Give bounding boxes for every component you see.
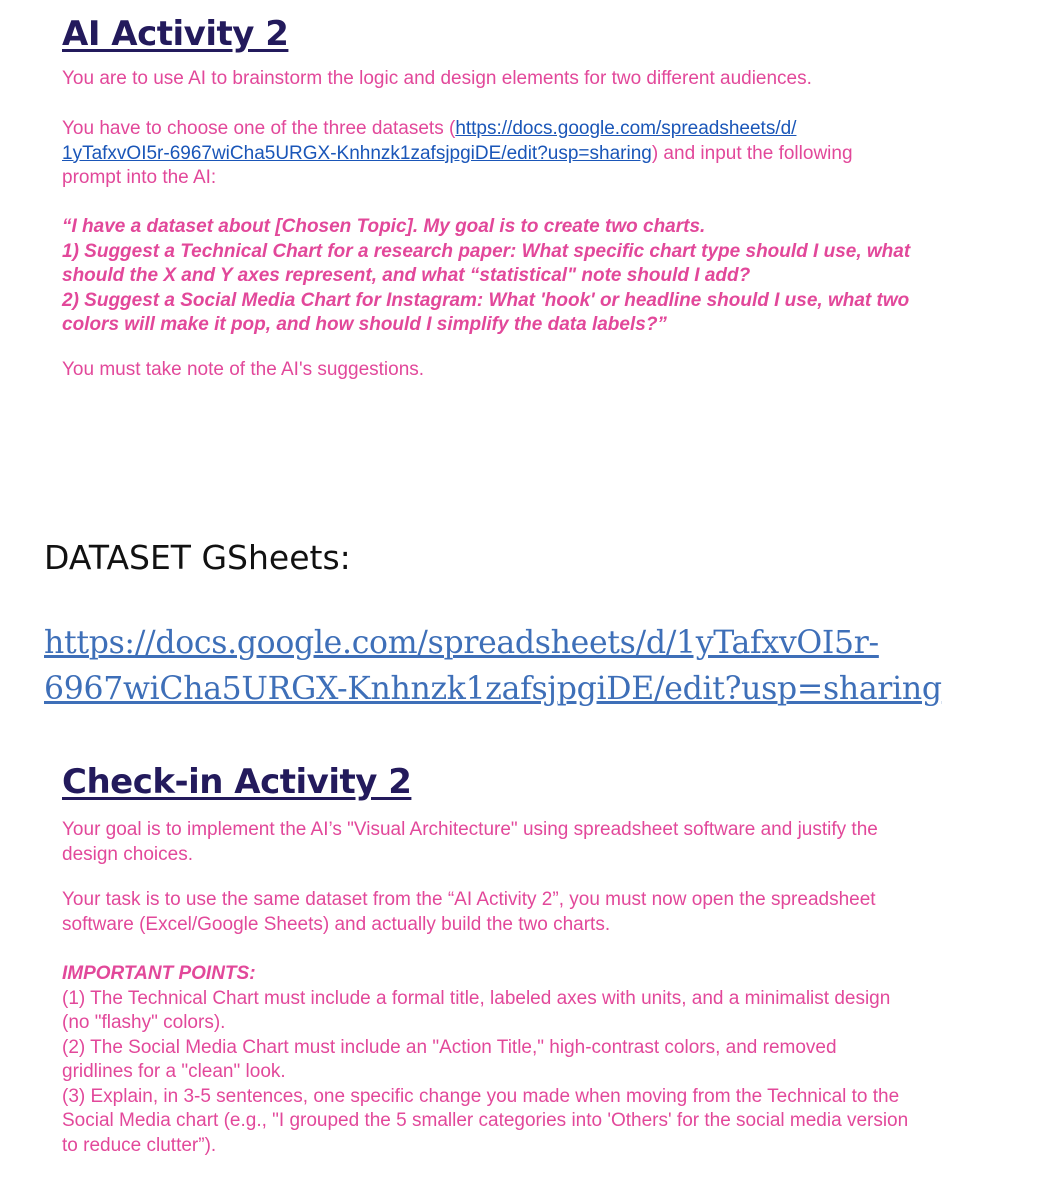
prompt-line: colors will make it pop, and how should I simplify the data labels?” [62, 314, 667, 335]
checkin-task [62, 888, 1022, 937]
dataset-link-inline-1[interactable]: https://docs.google.com/spreadsheets/d/ [455, 118, 797, 139]
goal-line: Your goal is to implement the AI’s "Visual Architecture" using spreadsheet software and justify the [62, 819, 878, 840]
important-points [62, 962, 1022, 1158]
prompt-line: should the X and Y axes represent, and what “statistical" note should I add? [62, 265, 751, 286]
point-line: (2) The Social Media Chart must include an "Action Title," high-contrast colors, and removed [62, 1036, 837, 1058]
important-points-heading: IMPORTANT POINTS: [62, 963, 256, 984]
ai-prompt-block [62, 215, 1022, 338]
dataset-link-inline-2[interactable]: 1yTafxvOI5r-6967wiCha5URGX-Knhnzk1zafsjpgiDE/edit?usp=sharing [62, 142, 652, 164]
point-line: (no "flashy" colors). [62, 1012, 226, 1033]
point-line: to reduce clutter”). [62, 1134, 217, 1156]
choice-text-line3: prompt into the AI: [62, 167, 217, 188]
point-line: Social Media chart (e.g., "I grouped the 5 smaller categories into 'Others' for the social media version [62, 1110, 909, 1131]
checkin-activity-title: Check-in Activity 2 [62, 762, 412, 802]
dataset-heading: DATASET GSheets: [44, 538, 351, 577]
point-line: (3) Explain, in 3-5 sentences, one specific change you made when moving from the Technical to the [62, 1085, 900, 1107]
ai-activity-intro: You are to use AI to brainstorm the logic and design elements for two different audiences. [62, 68, 812, 89]
prompt-line: “I have a dataset about [Chosen Topic]. My goal is to create two charts. [62, 216, 706, 237]
choice-text-after: ) and input the following [651, 142, 853, 164]
goal-line: design choices. [62, 843, 193, 865]
ai-activity-title: AI Activity 2 [62, 14, 289, 54]
prompt-line: 1) Suggest a Technical Chart for a research paper: What specific chart type should I use, what [62, 240, 911, 262]
dataset-link-block[interactable] [44, 620, 1044, 712]
ai-activity-note: You must take note of the AI's suggestions. [62, 359, 425, 380]
point-line: (1) The Technical Chart must include a formal title, labeled axes with units, and a minimalist design [62, 987, 891, 1009]
dataset-link-line[interactable]: 6967wiCha5URGX-Knhnzk1zafsjpgiDE/edit?usp=sharing [44, 671, 942, 707]
task-line: software (Excel/Google Sheets) and actually build the two charts. [62, 913, 611, 935]
dataset-link-line[interactable]: https://docs.google.com/spreadsheets/d/1yTafxvOI5r- [44, 625, 879, 661]
dataset-choice-paragraph [62, 117, 1022, 191]
task-line: Your task is to use the same dataset from the “AI Activity 2”, you must now open the spreadsheet [62, 889, 876, 910]
point-line: gridlines for a "clean" look. [62, 1061, 286, 1082]
prompt-line: 2) Suggest a Social Media Chart for Instagram: What 'hook' or headline should I use, what two [62, 289, 910, 311]
choice-text-before: You have to choose one of the three datasets ( [62, 118, 456, 139]
checkin-goal [62, 818, 1022, 867]
